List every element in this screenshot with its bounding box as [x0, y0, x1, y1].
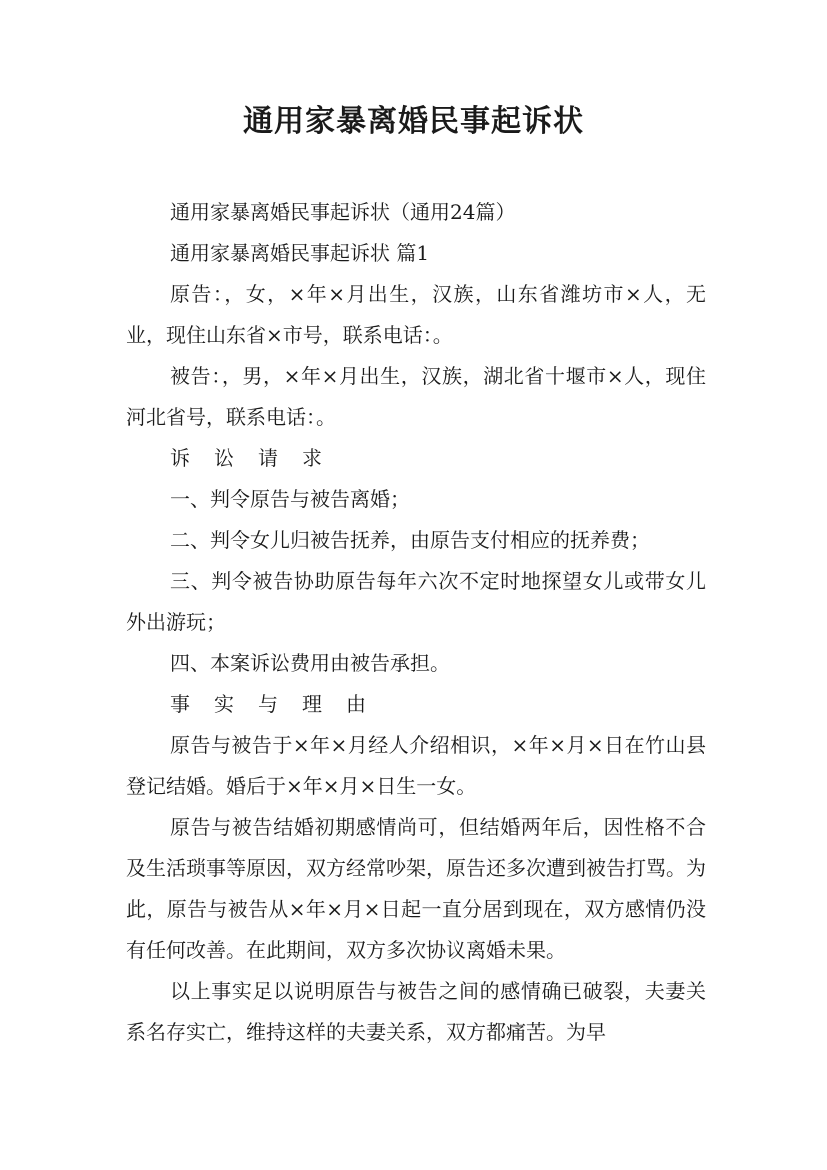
- paragraph-facts-3: 以上事实足以说明原告与被告之间的感情确已破裂，夫妻关系名存实亡，维持这样的夫妻关系，双方都痛苦。为早: [126, 979, 706, 1044]
- heading-claims: 诉讼请求: [170, 446, 346, 470]
- paragraph-claim-2: 二、判令女儿归被告抚养，由原告支付相应的抚养费；: [170, 528, 650, 552]
- paragraph-claim-3: 三、判令被告协助原告每年六次不定时地探望女儿或带女儿外出游玩；: [126, 569, 706, 634]
- paragraph-section-heading: 通用家暴离婚民事起诉状 篇1: [170, 241, 430, 265]
- heading-facts-reasons: 事实与理由: [170, 692, 390, 716]
- document-body: [126, 192, 706, 1053]
- paragraph-facts-2: 原告与被告结婚初期感情尚可，但结婚两年后，因性格不合及生活琐事等原因，双方经常吵架，原告还多次遭到被告打骂。为此，原告与被告从×年×月×日起一直分居到现在，双方感情仍没有任何改善。在此期间，双方多次协议离婚未果。: [126, 815, 706, 962]
- paragraph-claim-1: 一、判令原告与被告离婚；: [170, 487, 410, 511]
- paragraph-claim-4: 四、本案诉讼费用由被告承担。: [170, 651, 450, 675]
- paragraph-defendant: 被告：，男，×年×月出生，汉族，湖北省十堰市×人，现住河北省号，联系电话：。: [126, 364, 706, 429]
- paragraph-facts-1: 原告与被告于×年×月经人介绍相识，×年×月×日在竹山县登记结婚。婚后于×年×月×日生一女。: [126, 733, 706, 798]
- paragraph-subtitle: 通用家暴离婚民事起诉状（通用24篇）: [170, 200, 516, 224]
- paragraph-plaintiff: 原告：，女，×年×月出生，汉族，山东省潍坊市×人，无业，现住山东省×市号，联系电话：。: [126, 282, 706, 347]
- document-title: 通用家暴离婚民事起诉状: [243, 104, 584, 139]
